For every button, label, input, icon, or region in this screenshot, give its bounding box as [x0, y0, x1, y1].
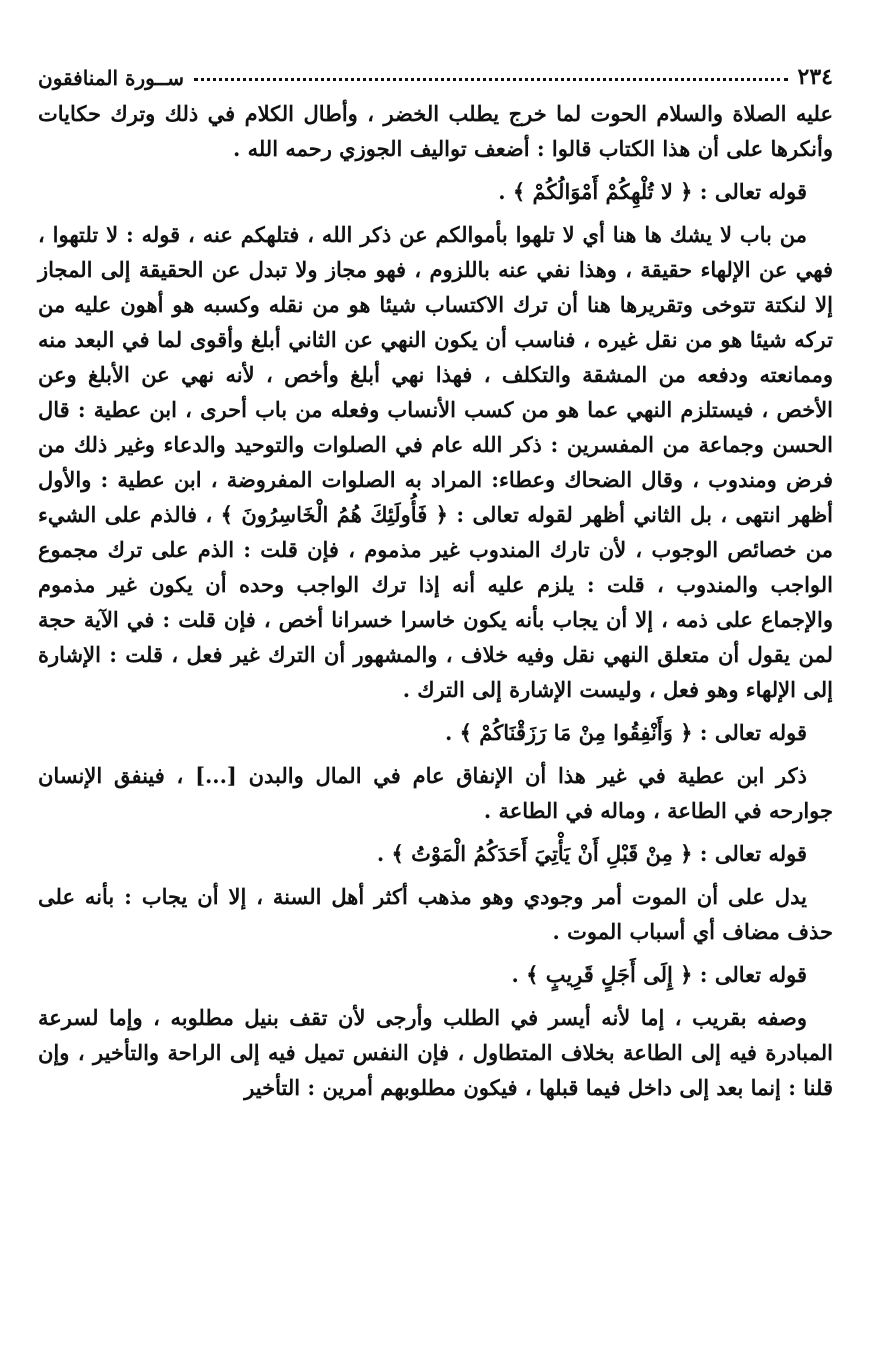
commentary-paragraph: من باب لا يشك ها هنا أي لا تلهوا بأموالكم عن ذكر الله ، فتلهكم عنه ، قوله : لا تلتهوا ، فهي عن الإلهاء حقيقة ، وهذا نفي عنه باللزوم ، فهو مجاز ولا تبدل عن الحقيقة إلى المجاز إلا لنكتة تتوخى وتقريرها هنا أن ترك الاكتساب شيئا هو من نقله وكسبه هو أهون عليه من تركه شيئا هو من نقل غيره ، فناسب أن يكون النهي عن الثاني أبلغ وأقوى لما في البعد منه وممانعته ودفعه من المشقة والتكلف ، فهذا نهي أبلغ وأخص ، لأنه نهي عن الأبلغ وعن الأخص ، فيستلزم النهي عما هو من كسب الأنساب وفعله من باب أحرى ، ابن عطية : قال الحسن وجماعة من المفسرين : ذكر الله عام في الصلوات والتوحيد والدعاء وغير ذلك من فرض ومندوب ، وقال الضحاك وعطاء: المراد به الصلوات المفروضة ، ابن عطية : والأول أظهر انتهى ، بل الثاني أظهر لقوله تعالى : ﴿ فَأُولَئِكَ هُمُ الْخَاسِرُونَ ﴾ ، فالذم على الشيء من خصائص الوجوب ، لأن تارك المندوب غير مذموم ، فإن قلت : الذم على ترك مجموع الواجب والمندوب ، قلت : يلزم عليه أنه إذا ترك الواجب وحده أن يكون غير مذموم والإجماع على ذمه ، إلا أن يجاب بأنه يكون خاسرا خسرانا أخص ، فإن قلت : في الآية حجة لمن يقول أن متعلق النهي نقل وفيه خلاف ، والمشهور أن الترك غير فعل ، قلت : الإشارة إلى الإلهاء وهو فعل ، وليست الإشارة إلى الترك .	[38, 222, 833, 702]
page-number: ٢٣٤	[797, 64, 833, 90]
verse-heading: قوله تعالى : ﴿ وَأَنْفِقُوا مِنْ مَا رَزَقْنَاكُمْ ﴾ .	[445, 720, 807, 745]
commentary-paragraph: يدل على أن الموت أمر وجودي وهو مذهب أكثر أهل السنة ، إلا أن يجاب : بأنه على حذف مضاف أي أسباب الموت .	[38, 884, 833, 944]
surah-title: ســورة المنافقون	[38, 66, 184, 90]
verse-heading: قوله تعالى : ﴿ مِنْ قَبْلِ أَنْ يَأْتِيَ أَحَدَكُمُ الْمَوْتُ ﴾ .	[376, 841, 807, 866]
continued-paragraph: عليه الصلاة والسلام الحوت لما خرج يطلب الخضر ، وأطال الكلام في ذلك وترك حكايات وأنكرها على أن هذا الكتاب قالوا : أضعف تواليف الجوزي رحمه الله .	[38, 101, 833, 161]
page-body	[38, 96, 833, 1105]
verse-heading: قوله تعالى : ﴿ إِلَى أَجَلٍ قَرِيبٍ ﴾ .	[511, 962, 807, 987]
running-header	[38, 50, 833, 90]
verse-heading: قوله تعالى : ﴿ لا تُلْهِكُمْ أَمْوَالُكُمْ ﴾ .	[498, 179, 807, 204]
commentary-paragraph: ذكر ابن عطية في غير هذا أن الإنفاق عام في المال والبدن [...] ، فينفق الإنسان جوارحه في الطاعة ، وماله في الطاعة .	[38, 763, 833, 823]
commentary-paragraph: وصفه بقريب ، إما لأنه أيسر في الطلب وأرجى لأن تقف بنيل مطلوبه ، وإما لسرعة المبادرة فيه إلى الطاعة بخلاف المتطاول ، فإن النفس تميل فيه إلى الراحة والتأخير ، وإن قلنا : إنما بعد إلى داخل فيما قبلها ، فيكون مطلوبهم أمرين : التأخير	[38, 1005, 833, 1100]
header-dotted-leader	[194, 78, 788, 81]
